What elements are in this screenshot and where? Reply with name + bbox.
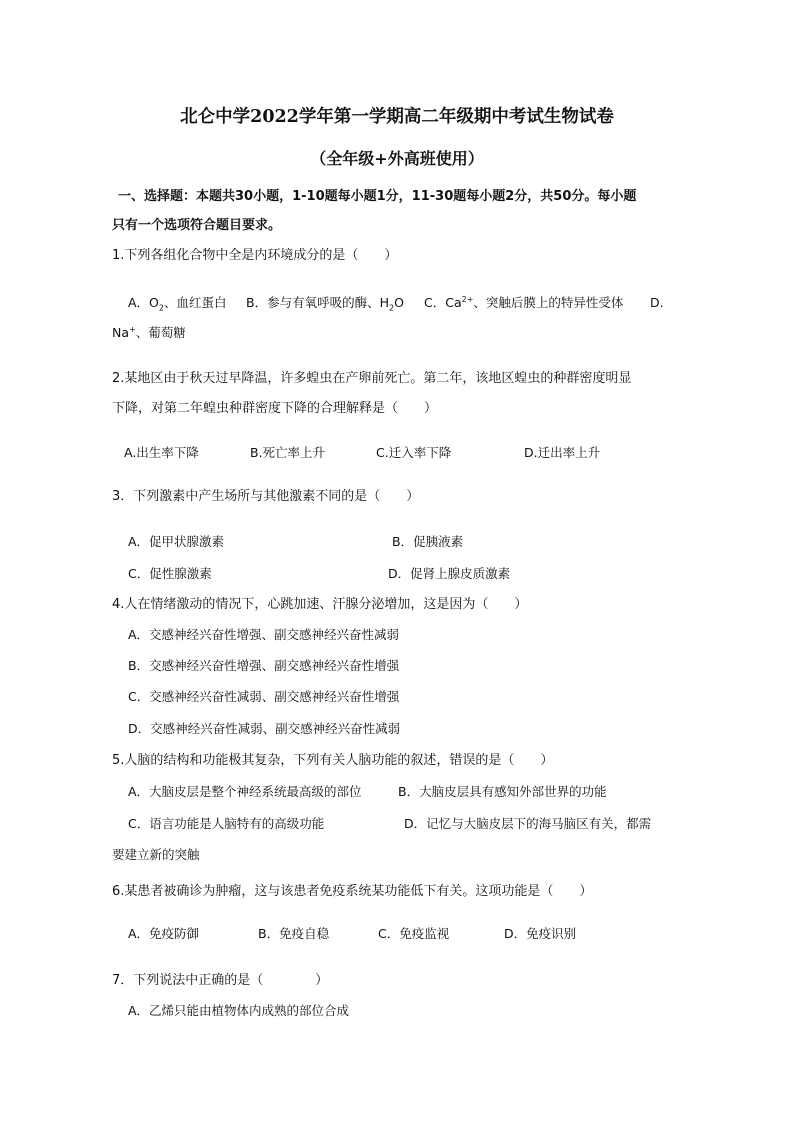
question-2-stem-line-1: 2.某地区由于秋天过早降温，许多蝗虫在产卵前死亡。第二年，该地区蝗虫的种群密度明显	[112, 371, 632, 386]
question-5-option-a: A．大脑皮层是整个神经系统最高级的部位	[128, 784, 362, 799]
question-4-option-d: D．交感神经兴奋性减弱、副交感神经兴奋性减弱	[128, 721, 401, 736]
question-7-option-a: A．乙烯只能由植物体内成熟的部位合成	[128, 1003, 350, 1018]
question-6-option-c: C．免疫监视	[378, 926, 450, 941]
question-1-option-a: A．$O_2$、血红蛋白	[128, 295, 227, 313]
question-4-option-a: A．交感神经兴奋性增强、副交感神经兴奋性减弱	[128, 627, 400, 642]
question-1-option-d-label: D.	[650, 295, 664, 310]
question-2-option-b: B.死亡率上升	[250, 445, 326, 460]
question-5-stem: 5.人脑的结构和功能极其复杂，下列有关人脑功能的叙述，错误的是（ ）	[112, 753, 554, 768]
question-2-option-a: A.出生率下降	[124, 445, 199, 460]
question-2-option-d: D.迁出率上升	[524, 445, 601, 460]
question-3-stem: 3．下列激素中产生场所与其他激素不同的是（ ）	[112, 489, 420, 504]
question-1-stem: 1.下列各组化合物中全是内环境成分的是（ ）	[112, 248, 398, 263]
question-3-option-d: D．促肾上腺皮质激素	[388, 566, 511, 581]
question-4-option-b: B．交感神经兴奋性增强、副交感神经兴奋性增强	[128, 658, 400, 673]
question-1-option-d: Na+、葡萄糖	[112, 324, 186, 340]
exam-title: 北仑中学2022学年第一学期高二年级期中考试生物试卷	[180, 107, 614, 127]
question-3-option-b: B．促胰液素	[392, 534, 464, 549]
question-1-option-b: B．参与有氧呼吸的酶、$H_2O$	[246, 295, 404, 313]
question-6-option-a: A．免疫防御	[128, 926, 200, 941]
question-1-option-c: C．$Ca^{2+}$、突触后膜上的特异性受体	[424, 294, 624, 310]
question-6-stem: 6.某患者被确诊为肿瘤，这与该患者免疫系统某功能低下有关。这项功能是（ ）	[112, 884, 593, 899]
question-5-option-b: B．大脑皮层具有感知外部世界的功能	[398, 784, 607, 799]
question-5-option-d: D．记忆与大脑皮层下的海马脑区有关，都需	[404, 816, 652, 831]
question-3-option-c: C．促性腺激素	[128, 566, 212, 581]
question-6-option-b: B．免疫自稳	[258, 926, 330, 941]
question-7-stem: 7．下列说法中正确的是（ ）	[112, 973, 329, 988]
question-3-option-a: A．促甲状腺激素	[128, 534, 225, 549]
question-5-option-d-continuation: 要建立新的突触	[112, 847, 200, 862]
question-4-stem: 4.人在情绪激动的情况下，心跳加速、汗腺分泌增加，这是因为（ ）	[112, 597, 528, 612]
question-4-option-c: C．交感神经兴奋性减弱、副交感神经兴奋性增强	[128, 689, 400, 704]
section-instruction-line-2: 只有一个选项符合题目要求。	[112, 218, 282, 233]
exam-subtitle: （全年级+外高班使用）	[310, 149, 484, 168]
question-2-stem-line-2: 下降，对第二年蝗虫种群密度下降的合理解释是（ ）	[112, 401, 438, 416]
section-instruction-line-1: 一、选择题：本题共30小题，1-10题每小题1分，11-30题每小题2分，共50分。每小题	[118, 189, 637, 204]
question-5-option-c: C．语言功能是人脑特有的高级功能	[128, 816, 325, 831]
question-6-option-d: D．免疫识别	[504, 926, 577, 941]
question-2-option-c: C.迁入率下降	[376, 445, 452, 460]
